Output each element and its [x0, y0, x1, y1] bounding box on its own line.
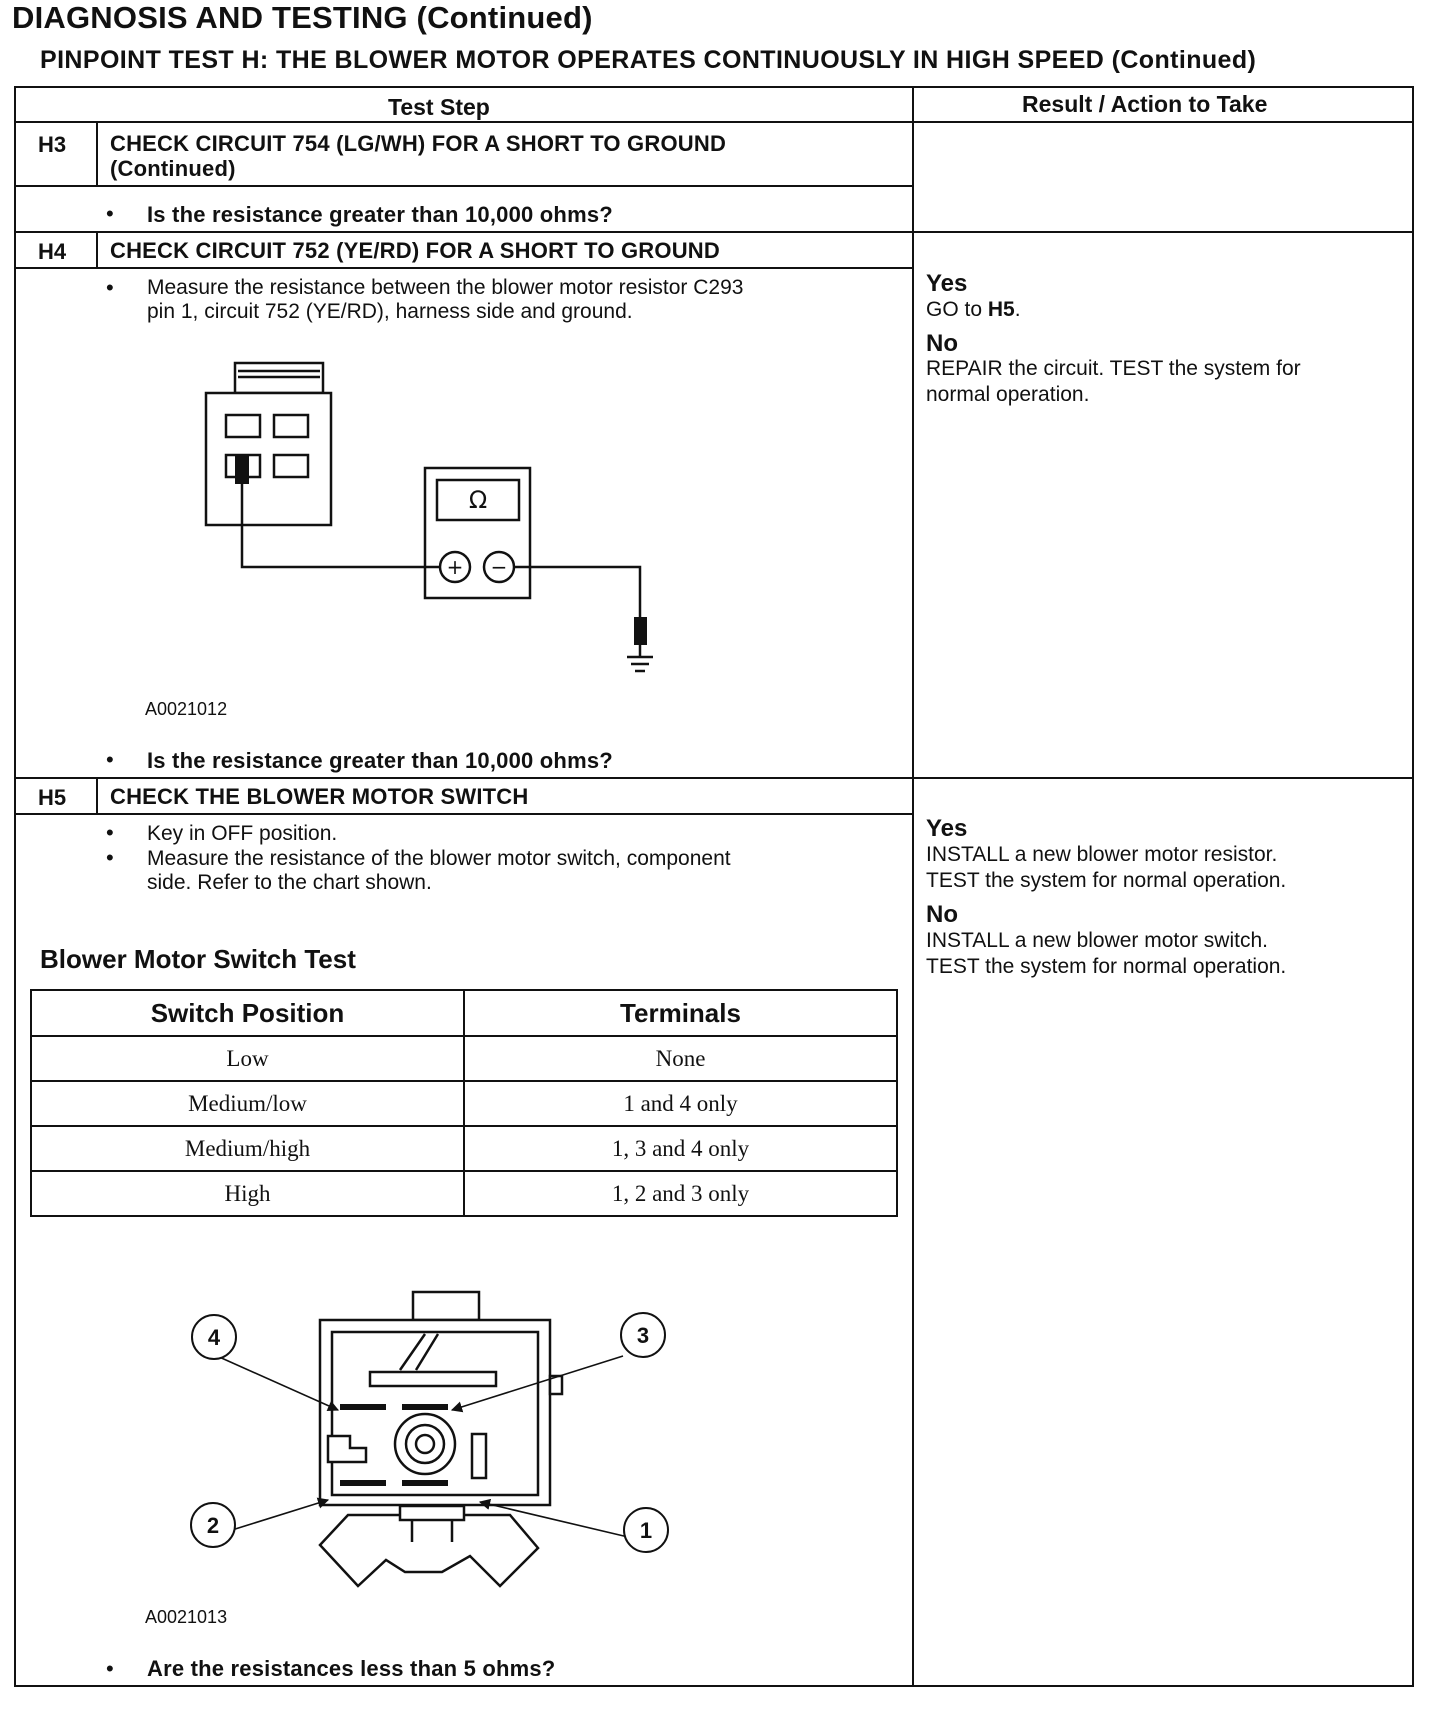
table-header-row	[31, 990, 897, 1036]
bullet: •	[106, 820, 114, 845]
table-row	[31, 1036, 897, 1081]
instruction-h4-line2: pin 1, circuit 752 (YE/RD), harness side and ground.	[147, 300, 633, 323]
ohmmeter-connector-diagram	[190, 355, 690, 685]
step-title-h3-cont: (Continued)	[110, 156, 236, 181]
page-title: DIAGNOSIS AND TESTING (Continued)	[12, 0, 593, 35]
callout-4-label: 4	[207, 1325, 221, 1350]
bullet: •	[106, 275, 114, 300]
table-cell: High	[31, 1171, 464, 1216]
table-cell: Medium/low	[31, 1081, 464, 1126]
h5-no-action-line1: INSTALL a new blower motor switch.	[926, 929, 1268, 952]
switch-body-icon	[320, 1292, 562, 1586]
column-header-result: Result / Action to Take	[1022, 91, 1268, 117]
step-id-h5: H5	[38, 785, 67, 810]
table-row	[31, 1081, 897, 1126]
ground-probe-icon	[634, 617, 647, 645]
blower-switch-diagram	[180, 1280, 720, 1610]
test-probe-icon	[235, 456, 249, 484]
minus-terminal-icon: −	[490, 555, 508, 579]
plus-terminal-icon: +	[446, 555, 464, 579]
table-cell: Low	[31, 1036, 464, 1081]
step-id-h3: H3	[38, 132, 67, 157]
table-cell: 1, 2 and 3 only	[464, 1171, 897, 1216]
step-title-h3: CHECK CIRCUIT 754 (LG/WH) FOR A SHORT TO GROUND	[110, 131, 727, 156]
table-cell: None	[464, 1036, 897, 1081]
step-id-h4: H4	[38, 239, 67, 264]
h5-no-action-line2: TEST the system for normal operation.	[926, 955, 1287, 978]
callout-1-label: 1	[639, 1518, 653, 1543]
h4-yes-action: GO to H5.	[926, 298, 1021, 321]
pinpoint-test-title: PINPOINT TEST H: THE BLOWER MOTOR OPERATES CONTINUOUSLY IN HIGH SPEED (Continued)	[40, 46, 1257, 74]
question-h5: Are the resistances less than 5 ohms?	[147, 1656, 556, 1681]
h4-yes-label: Yes	[926, 270, 968, 297]
switch-test-table-title: Blower Motor Switch Test	[40, 944, 356, 974]
h5-yes-action-line2: TEST the system for normal operation.	[926, 869, 1287, 892]
h5-no-label: No	[926, 901, 958, 928]
h4-no-action-line2: normal operation.	[926, 383, 1090, 406]
bullet: •	[106, 845, 114, 870]
table-cell: Medium/high	[31, 1126, 464, 1171]
switch-test-table	[30, 989, 898, 1217]
table-cell: 1 and 4 only	[464, 1081, 897, 1126]
bullet: •	[106, 1656, 114, 1681]
figure-id-h4: A0021012	[145, 699, 228, 719]
bullet: •	[106, 201, 114, 226]
table-row	[31, 1126, 897, 1171]
instruction-h5-2-line2: side. Refer to the chart shown.	[147, 871, 432, 894]
ohm-symbol: Ω	[468, 486, 488, 514]
figure-id-h5: A0021013	[145, 1607, 228, 1627]
column-header-test-step: Test Step	[388, 94, 490, 120]
ground-symbol-icon	[627, 645, 653, 671]
h4-no-label: No	[926, 330, 958, 357]
h4-no-action-line1: REPAIR the circuit. TEST the system for	[926, 357, 1301, 380]
instruction-h5-1: Key in OFF position.	[147, 822, 338, 845]
step-title-h4: CHECK CIRCUIT 752 (YE/RD) FOR A SHORT TO GROUND	[110, 238, 720, 263]
callout-2-label: 2	[206, 1513, 220, 1538]
h5-yes-label: Yes	[926, 815, 968, 842]
question-h3: Is the resistance greater than 10,000 ohms?	[147, 202, 613, 227]
instruction-h5-2-line1: Measure the resistance of the blower motor switch, component	[147, 847, 731, 870]
callout-3-label: 3	[636, 1323, 650, 1348]
table-row	[31, 1171, 897, 1216]
instruction-h4-line1: Measure the resistance between the blower motor resistor C293	[147, 276, 744, 299]
table-header-terminals: Terminals	[464, 990, 897, 1036]
bullet: •	[106, 747, 114, 772]
table-header-switch-position: Switch Position	[31, 990, 464, 1036]
step-title-h5: CHECK THE BLOWER MOTOR SWITCH	[110, 784, 529, 809]
table-cell: 1, 3 and 4 only	[464, 1126, 897, 1171]
question-h4: Is the resistance greater than 10,000 ohms?	[147, 748, 613, 773]
h5-yes-action-line1: INSTALL a new blower motor resistor.	[926, 843, 1278, 866]
